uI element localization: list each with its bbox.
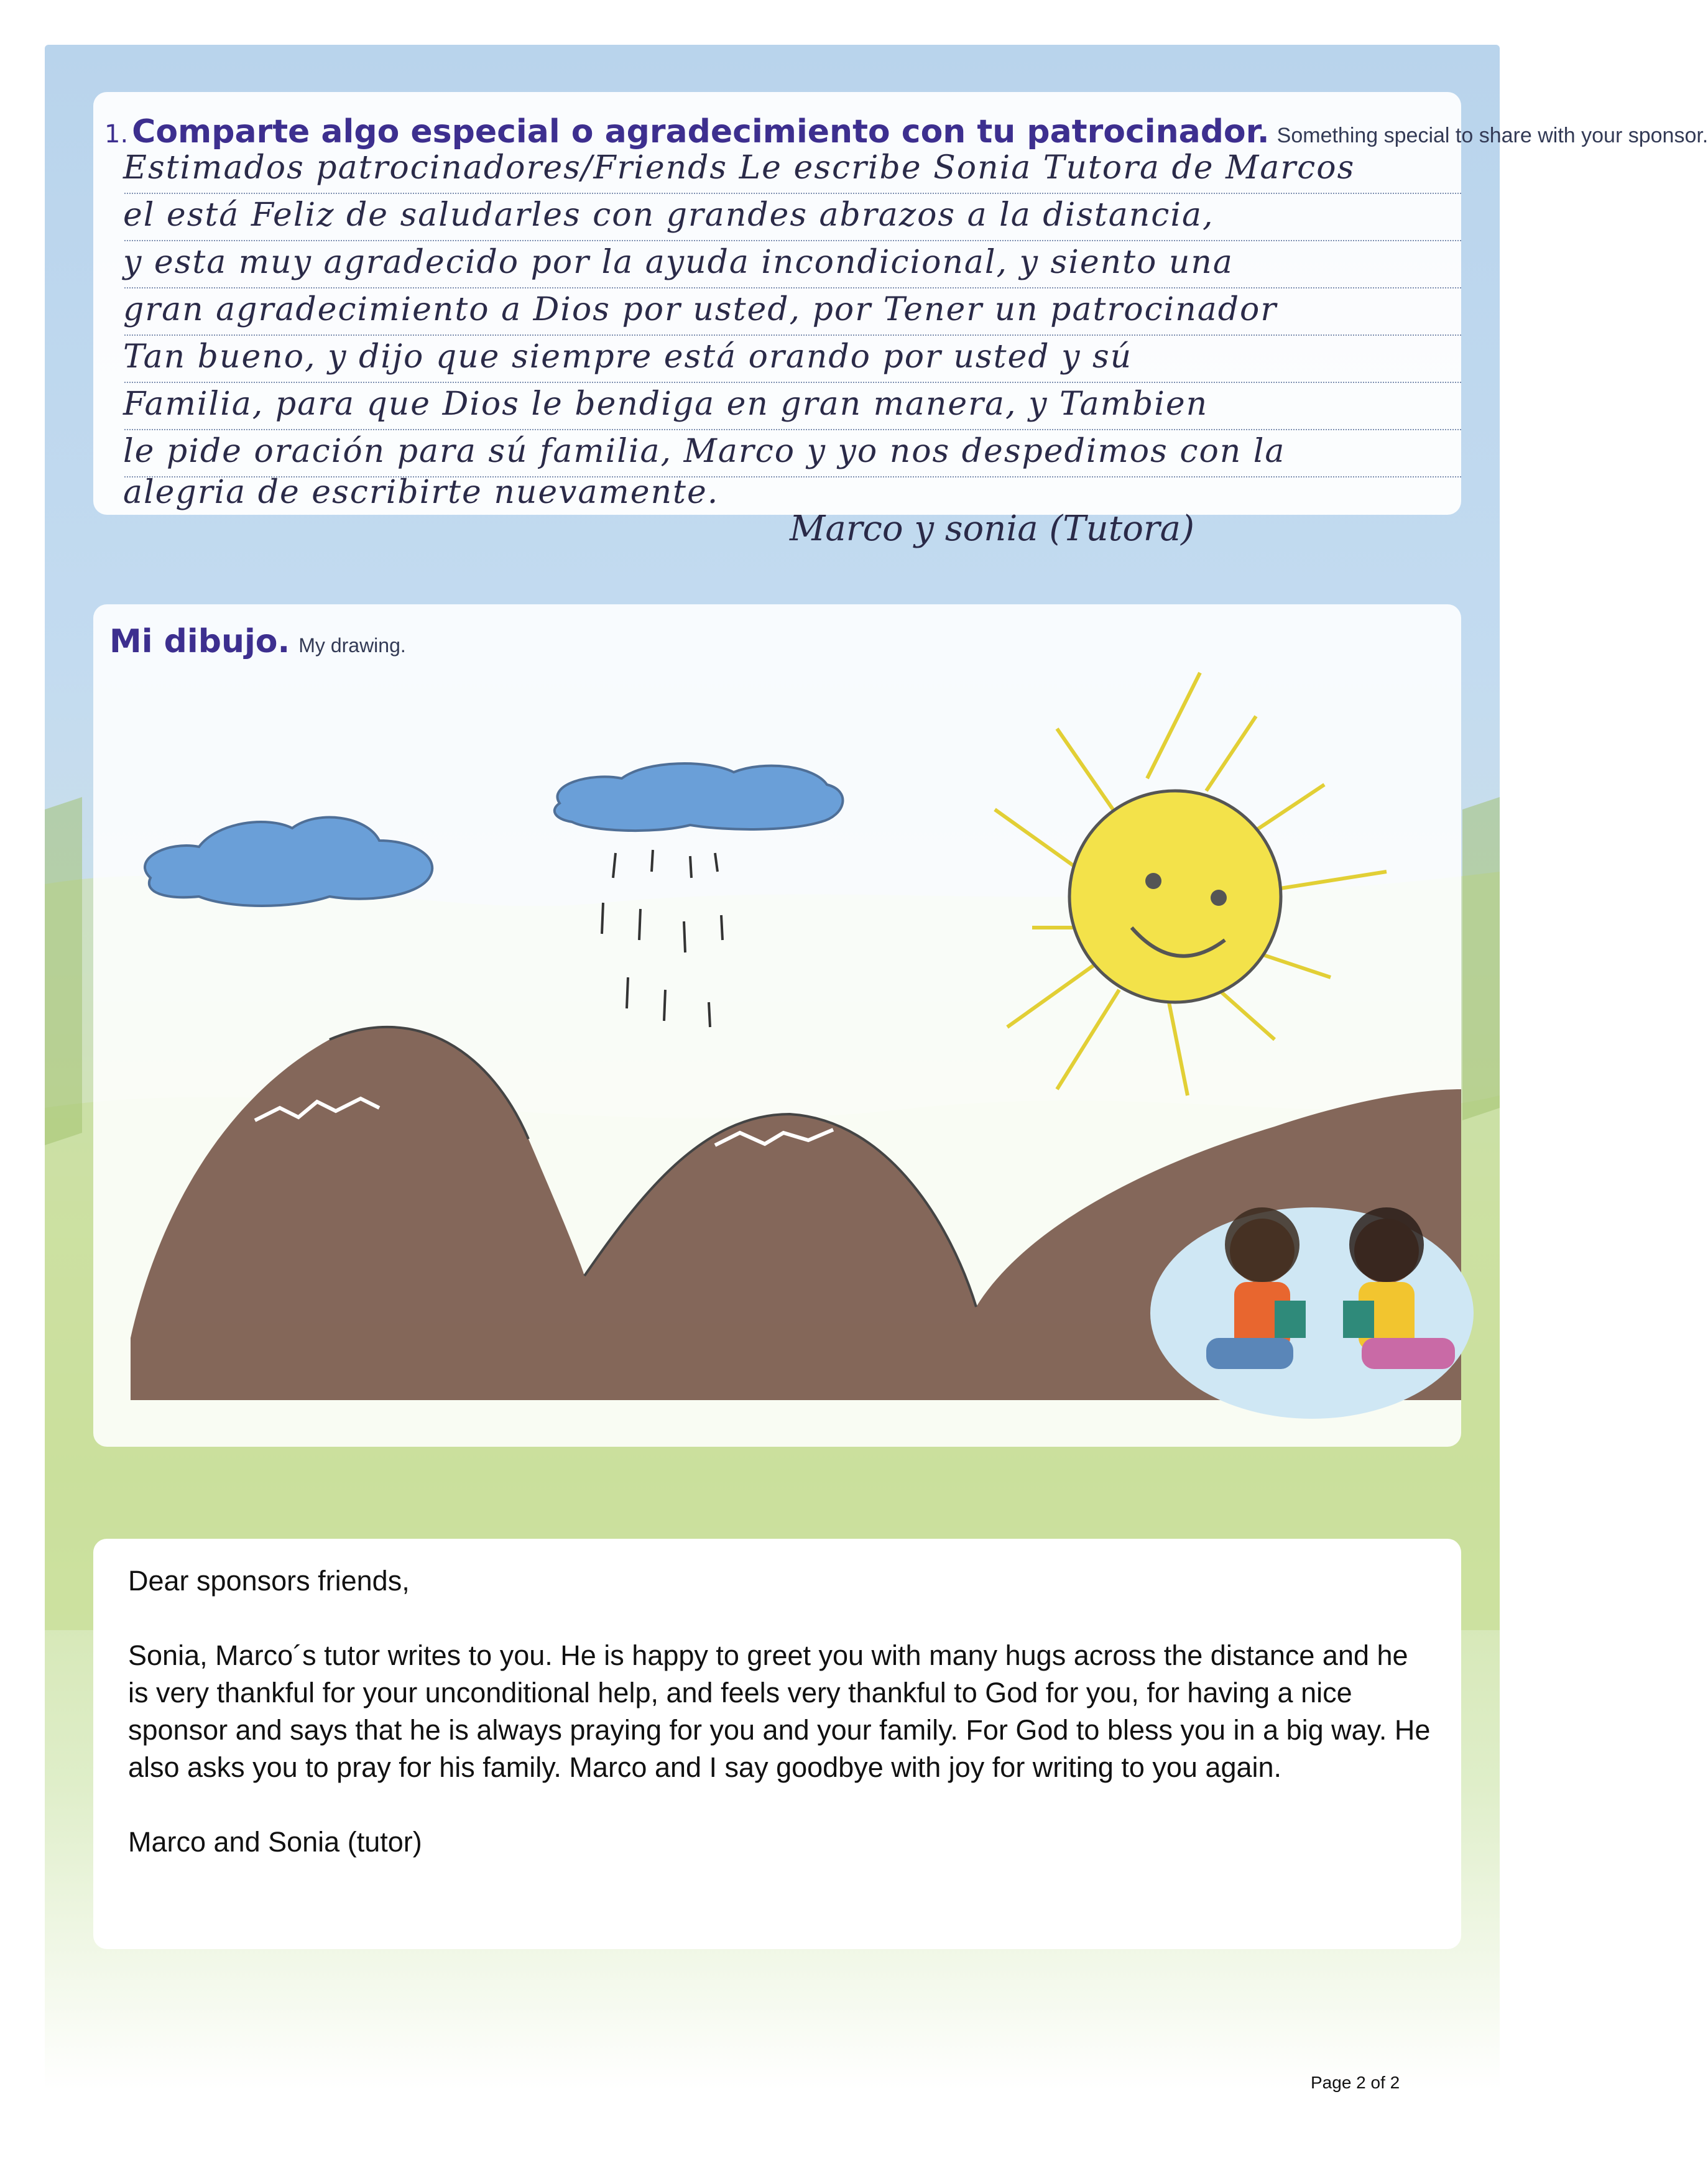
share-with-sponsor-section xyxy=(93,92,1708,549)
children-reading-illustration xyxy=(1150,1207,1474,1419)
drawing-section-heading xyxy=(109,623,406,660)
my-drawing-section xyxy=(93,604,1461,1447)
writing-line xyxy=(124,429,1461,430)
handwritten-signature: Marco y sonia (Tutora) xyxy=(790,509,1194,549)
translation-greeting: Dear sponsors friends, xyxy=(128,1565,410,1597)
translation-body: Sonia, Marco´s tutor writes to you. He is happy to greet you with many hugs across the distance and he is very thankful for your unconditional help, and feels very thankful to God for you, for having a nice sponsor and says that he is always praying for you and your family. For God to bless you in a big way. He also asks you to pray for his family. Marco and I say goodbye with joy for writing to you again. xyxy=(128,1639,1431,1783)
writing-line xyxy=(124,382,1461,383)
writing-line xyxy=(124,287,1461,288)
handwritten-line: le pide oración para sú familia, Marco y yo nos despedimos con la xyxy=(123,433,1286,470)
handwritten-line: Tan bueno, y dijo que siempre está orando por usted y sú xyxy=(123,338,1133,376)
share-section-subtitle: Something special to share with your sponsor. xyxy=(1276,124,1708,147)
writing-line xyxy=(124,334,1461,336)
page-number: Page 2 of 2 xyxy=(1311,2073,1400,2092)
question-number: 1. xyxy=(104,120,129,149)
handwritten-line: y esta muy agradecido por la ayuda incondicional, y siento una xyxy=(123,244,1234,281)
child-drawing xyxy=(93,604,1461,1447)
handwritten-line: Familia, para que Dios le bendiga en gran manera, y Tambien xyxy=(123,385,1209,423)
paragraph-gap xyxy=(128,1786,1434,1824)
writing-line xyxy=(124,240,1461,241)
drawing-section-title: Mi dibujo. xyxy=(109,623,290,660)
share-section-title: Comparte algo especial o agradecimiento con tu patrocinador. xyxy=(132,113,1270,150)
sun-drawing xyxy=(995,673,1387,1095)
cloud-left-drawing xyxy=(145,818,432,906)
translation-signoff: Marco and Sonia (tutor) xyxy=(128,1826,422,1858)
handwritten-line: el está Feliz de saludarles con grandes abrazos a la distancia, xyxy=(123,196,1214,234)
handwritten-line: alegria de escribirte nuevamente. xyxy=(123,474,719,511)
paragraph-gap xyxy=(128,1600,1434,1637)
rain-drawing xyxy=(602,850,722,1027)
handwritten-line: Estimados patrocinadores/Friends Le escribe Sonia Tutora de Marcos xyxy=(123,149,1355,187)
writing-line xyxy=(124,193,1461,194)
share-section-heading xyxy=(104,113,1708,150)
translation-text xyxy=(128,1562,1434,1861)
cloud-right-drawing xyxy=(555,763,843,831)
translation-section xyxy=(93,1539,1461,1949)
handwritten-line: gran agradecimiento a Dios por usted, por Tener un patrocinador xyxy=(123,291,1278,328)
drawing-section-subtitle: My drawing. xyxy=(298,634,406,657)
